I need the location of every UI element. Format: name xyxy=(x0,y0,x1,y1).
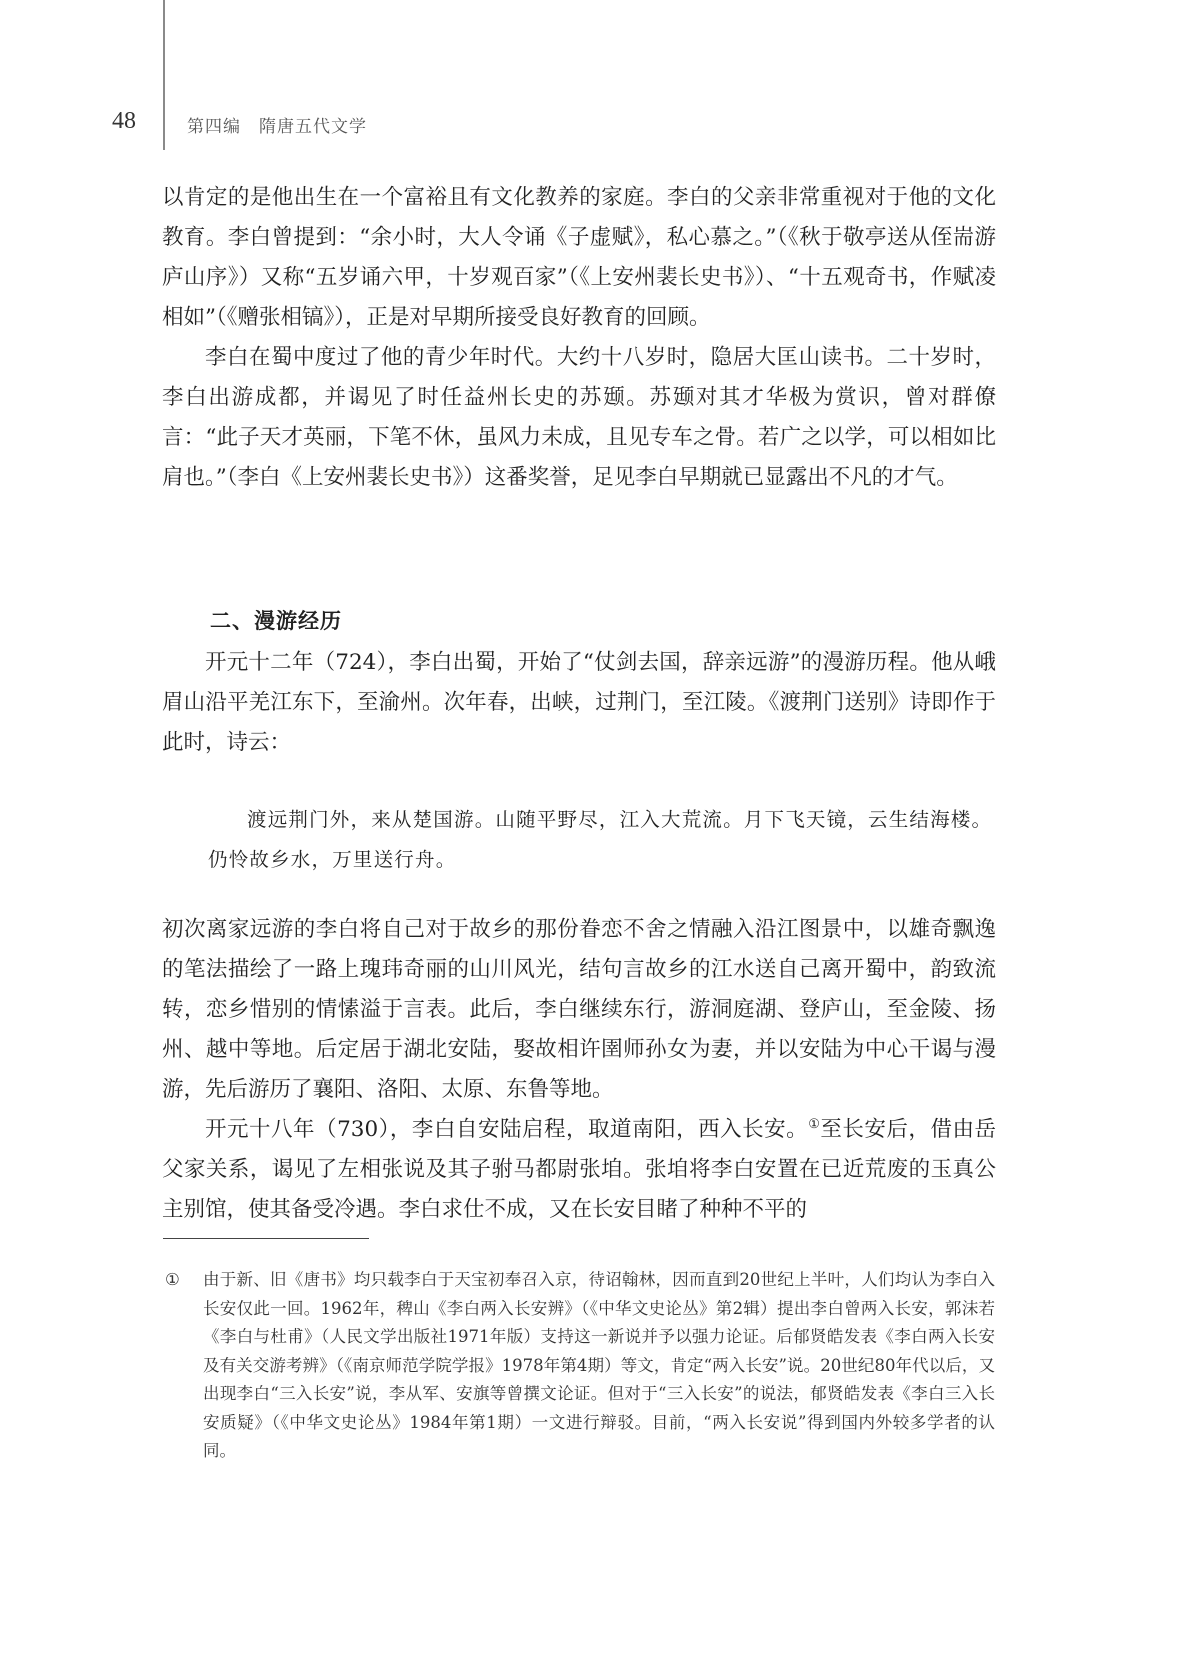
footnote-reference[interactable]: ① xyxy=(808,1116,821,1132)
footnote xyxy=(165,1266,995,1466)
footnote-divider xyxy=(163,1238,369,1239)
paragraph: 开元十二年（724），李白出蜀，开始了“仗剑去国，辞亲远游”的漫游历程。他从峨眉山沿平羌江东下，至渝州。次年春，出峡，过荆门，至江陵。《渡荆门送别》诗即作于此时，诗云： xyxy=(162,650,996,755)
running-title: 第四编 隋唐五代文学 xyxy=(187,117,367,137)
footnote-text: 由于新、旧《唐书》均只载李白于天宝初奉召入京，待诏翰林，因而直到20世纪上半叶，人们均认为李白入长安仅此一回。1962年，稗山《李白两入长安辨》（《中华文史论丛》第2辑）提出李白曾两入长安，郭沫若《李白与杜甫》（人民文学出版社1971年版）支持这一新说并予以强力论证。后郁贤皓发表《李白两入长安及有关交游考辨》（《南京师范学院学报》1978年第4期）等文，肯定“两入长安”说。20世纪80年代以后，又出现李白“三入长安”说，李从军、安旗等曾撰文论证。但对于“三入长安”的说法，郁贤皓发表《李白三入长安质疑》（《中华文史论丛》1984年第1期）一文进行辩驳。目前，“两入长安说”得到国内外较多学者的认同。 xyxy=(203,1270,995,1460)
section-heading: 二、漫游经历 xyxy=(210,609,342,633)
paragraph: 以肯定的是他出生在一个富裕且有文化教养的家庭。李白的父亲非常重视对于他的文化教育。李白曾提到：“余小时，大人令诵《子虚赋》，私心慕之。”（《秋于敬亭送从侄耑游庐山序》）又称“五岁诵六甲，十岁观百家”（《上安州裴长史书》）、“十五观奇书，作赋凌相如”（《赠张相镐》），正是对早期所接受良好教育的回顾。 xyxy=(162,185,996,330)
paragraph-text: 至长安后，借由岳父家关系，谒见了左相张说及其子驸马都尉张垍。张垍将李白安置在已近荒废的玉真公主别馆，使其备受冷遇。李白求仕不成，又在长安目睹了种种不平的 xyxy=(162,1117,996,1222)
poem-quote: 渡远荆门外，来从楚国游。山随平野尽，江入大荒流。月下飞天镜，云生结海楼。仍怜故乡水，万里送行舟。 xyxy=(208,808,993,871)
section2-intro xyxy=(162,643,996,763)
section1-body xyxy=(162,178,996,498)
header-divider xyxy=(163,0,165,150)
paragraph: 李白在蜀中度过了他的青少年时代。大约十八岁时，隐居大匡山读书。二十岁时，李白出游成都，并谒见了时任益州长史的苏颋。苏颋对其才华极为赏识，曾对群僚言：“此子天才英丽，下笔不休，虽风力未成，且见专车之骨。若广之以学，可以相如比肩也。”（李白《上安州裴长史书》）这番奖誉，足见李白早期就已显露出不凡的才气。 xyxy=(162,345,996,490)
section2-body xyxy=(162,910,996,1230)
paragraph xyxy=(162,1110,996,1230)
paragraph-text: 开元十八年（730），李白自安陆启程，取道南阳，西入长安。 xyxy=(205,1117,809,1142)
footnotes xyxy=(165,1266,995,1466)
page-number: 48 xyxy=(112,108,136,134)
footnote-marker: ① xyxy=(165,1270,180,1289)
paragraph: 初次离家远游的李白将自己对于故乡的那份眷恋不舍之情融入沿江图景中，以雄奇飘逸的笔法描绘了一路上瑰玮奇丽的山川风光，结句言故乡的江水送自己离开蜀中，韵致流转，恋乡惜别的情愫溢于言表。此后，李白继续东行，游洞庭湖、登庐山，至金陵、扬州、越中等地。后定居于湖北安陆，娶故相许圉师孙女为妻，并以安陆为中心干谒与漫游，先后游历了襄阳、洛阳、太原、东鲁等地。 xyxy=(162,917,996,1102)
